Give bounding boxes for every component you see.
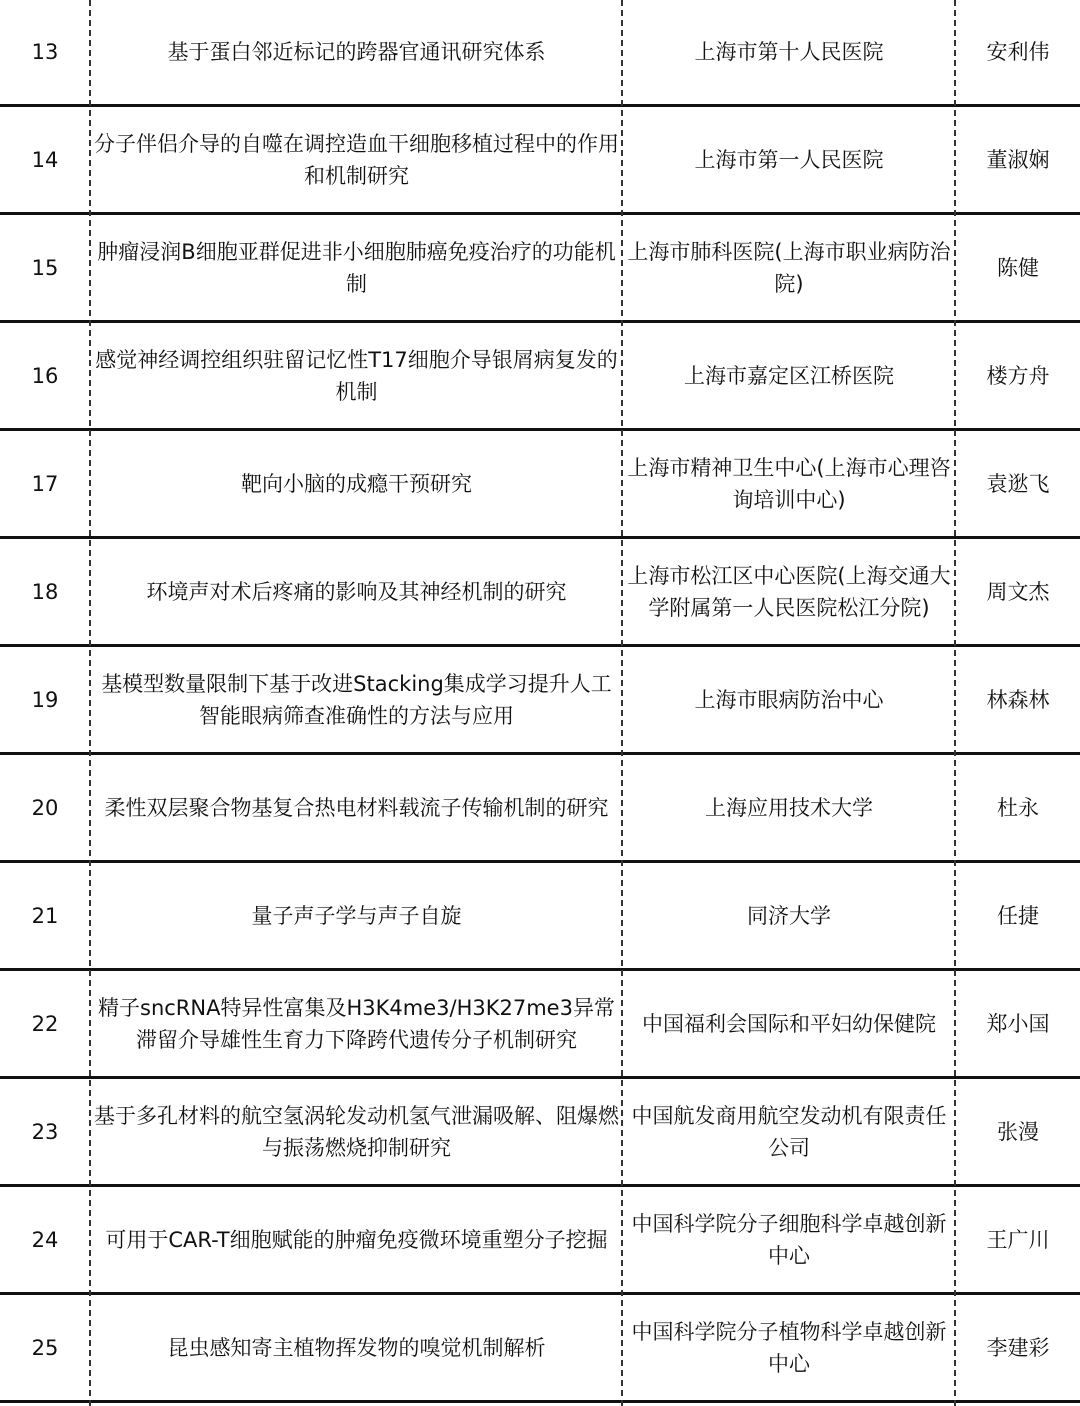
project-title: 柔性双层聚合物基复合热电材料载流子传输机制的研究	[104, 796, 609, 820]
table-row	[0, 432, 1080, 539]
institution: 上海市精神卫生中心(上海市心理咨询培训中心)	[627, 456, 951, 512]
institution: 中国福利会国际和平妇幼保健院	[642, 1012, 936, 1036]
project-title: 基于蛋白邻近标记的跨器官通讯研究体系	[167, 40, 546, 64]
row-number: 23	[31, 1120, 59, 1144]
table-row	[0, 972, 1080, 1079]
project-title: 感觉神经调控组织驻留记忆性T17细胞介导银屑病复发的机制	[95, 348, 618, 404]
institution: 上海市肺科医院(上海市职业病防治院)	[627, 240, 951, 296]
project-title: 基于多孔材料的航空氢涡轮发动机氢气泄漏吸解、阻爆燃与振荡燃烧抑制研究	[94, 1104, 619, 1160]
row-number: 24	[31, 1228, 59, 1252]
person-name: 郑小国	[986, 1012, 1050, 1036]
row-number: 16	[31, 364, 59, 388]
row-number: 15	[31, 256, 59, 280]
table-row	[0, 756, 1080, 863]
project-title: 肿瘤浸润B细胞亚群促进非小细胞肺癌免疫治疗的功能机制	[97, 240, 616, 296]
column-divider	[954, 0, 956, 1406]
person-name: 杜永	[997, 796, 1039, 820]
person-name: 张漫	[997, 1120, 1039, 1144]
table-row	[0, 108, 1080, 215]
table-row	[0, 1188, 1080, 1295]
row-number: 18	[31, 580, 59, 604]
person-name: 任捷	[997, 904, 1039, 928]
institution: 上海市松江区中心医院(上海交通大学附属第一人民医院松江分院)	[627, 564, 951, 620]
row-number: 20	[31, 796, 59, 820]
table-row	[0, 324, 1080, 431]
institution: 上海市眼病防治中心	[694, 688, 884, 712]
row-number: 14	[31, 148, 59, 172]
person-name: 李建彩	[986, 1336, 1050, 1360]
institution: 上海市嘉定区江桥医院	[684, 364, 894, 388]
table-row	[0, 864, 1080, 971]
project-title: 基模型数量限制下基于改进Stacking集成学习提升人工智能眼病筛查准确性的方法与应用	[101, 672, 612, 728]
table-row	[0, 540, 1080, 647]
person-name: 林森林	[986, 688, 1050, 712]
person-name: 陈健	[997, 256, 1039, 280]
project-title: 分子伴侣介导的自噬在调控造血干细胞移植过程中的作用和机制研究	[94, 132, 619, 188]
project-title: 昆虫感知寄主植物挥发物的嗅觉机制解析	[167, 1336, 546, 1360]
person-name: 袁逖飞	[986, 472, 1050, 496]
institution: 中国科学院分子植物科学卓越创新中心	[631, 1320, 947, 1376]
person-name: 安利伟	[986, 40, 1050, 64]
table-row	[0, 0, 1080, 107]
row-number: 22	[31, 1012, 59, 1036]
project-title: 靶向小脑的成瘾干预研究	[241, 472, 472, 496]
person-name: 楼方舟	[986, 364, 1050, 388]
project-title: 量子声子学与声子自旋	[251, 904, 462, 928]
row-number: 17	[31, 472, 59, 496]
table-row	[0, 216, 1080, 323]
institution: 上海市第一人民医院	[694, 148, 884, 172]
table-row	[0, 1080, 1080, 1187]
project-title: 环境声对术后疼痛的影响及其神经机制的研究	[146, 580, 567, 604]
person-name: 董淑娴	[986, 148, 1050, 172]
institution: 上海市第十人民医院	[694, 40, 884, 64]
person-name: 王广川	[986, 1228, 1050, 1252]
institution: 中国航发商用航空发动机有限责任公司	[631, 1104, 947, 1160]
row-number: 13	[31, 40, 59, 64]
institution: 中国科学院分子细胞科学卓越创新中心	[631, 1212, 947, 1268]
institution: 上海应用技术大学	[705, 796, 873, 820]
institution: 同济大学	[747, 904, 831, 928]
table-row	[0, 648, 1080, 755]
column-divider	[621, 0, 623, 1406]
row-number: 25	[31, 1336, 59, 1360]
row-number: 19	[31, 688, 59, 712]
project-title: 精子sncRNA特异性富集及H3K4me3/H3K27me3异常滞留介导雄性生育力下降跨代遗传分子机制研究	[98, 996, 615, 1052]
table-row	[0, 1296, 1080, 1403]
project-title: 可用于CAR-T细胞赋能的肿瘤免疫微环境重塑分子挖掘	[105, 1228, 608, 1252]
column-divider	[89, 0, 91, 1406]
row-number: 21	[31, 904, 59, 928]
person-name: 周文杰	[986, 580, 1050, 604]
